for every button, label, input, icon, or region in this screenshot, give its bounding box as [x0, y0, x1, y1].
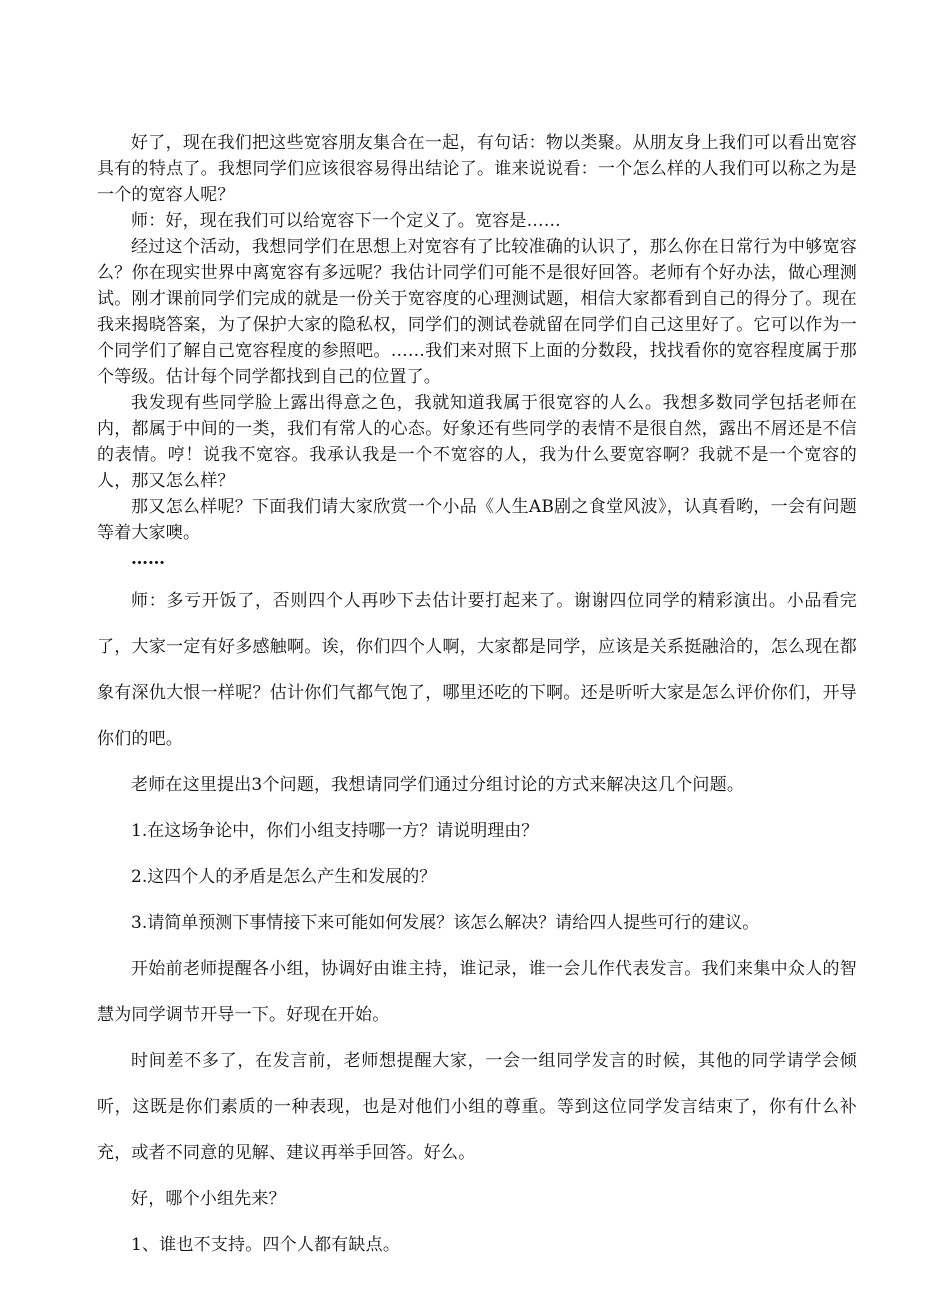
- paragraph-which-group: 好，哪个小组先来？: [131, 1189, 286, 1209]
- ellipsis-break: ……: [131, 549, 165, 569]
- paragraph-skit-intro: 那又怎么样呢？下面我们请大家欣赏一个小品《人生AB剧之食堂风波》，认真看哟，一会有问题等着大家噢。: [97, 497, 857, 543]
- paragraph-definition: 师：好，现在我们可以给宽容下一个定义了。宽容是……: [131, 211, 561, 231]
- document-body: [97, 130, 857, 1268]
- paragraph-three-questions-intro: 老师在这里提出3个问题，我想请同学们通过分组讨论的方式来解决这几个问题。: [131, 775, 745, 795]
- paragraph-psych-test: 经过这个活动，我想同学们在思想上对宽容有了比较准确的认识了，那么你在日常行为中够宽容么？你在现实世界中离宽容有多远呢？我估计同学们可能不是很好回答。老师有个好办法，做心理测试。刚才课前同学们完成的就是一份关于宽容度的心理测试题，相信大家都看到自己的得分了。现在我来揭晓答案，为了保护大家的隐私权，同学们的测试卷就留在同学们自己这里好了。它可以作为一个同学们了解自己宽容程度的参照吧。……我们来对照下上面的分数段，找找看你的宽容程度属于那个等级。估计每个同学都找到自己的位置了。: [97, 237, 857, 387]
- paragraph-listen-reminder: 时间差不多了，在发言前，老师想提醒大家，一会一组同学发言的时候，其他的同学请学会倾听，这既是你们素质的一种表现，也是对他们小组的尊重。等到这位同学发言结束了，你有什么补充，或者不同意的见解、建议再举手回答。好么。: [97, 1051, 857, 1163]
- question-item: 3.请简单预测下事情接下来可能如何发展？该怎么解决？请给四人提些可行的建议。: [131, 913, 760, 933]
- question-item: 2.这四个人的矛盾是怎么产生和发展的？: [131, 867, 437, 887]
- paragraph-answer-one: 1、谁也不支持。四个人都有缺点。: [131, 1235, 401, 1255]
- paragraph-reactions: 我发现有些同学脸上露出得意之色，我就知道我属于很宽容的人么。我想多数同学包括老师在内，都属于中间的一类，我们有常人的心态。好象还有些同学的表情不是很自然，露出不屑还是不信的表情。哼！说我不宽容。我承认我是一个不宽容的人，我为什么要宽容啊？我就不是一个宽容的人，那又怎么样？: [97, 393, 857, 491]
- paragraph-group-reminder: 开始前老师提醒各小组，协调好由谁主持，谁记录，谁一会儿作代表发言。我们来集中众人的智慧为同学调节开导一下。好现在开始。: [97, 959, 857, 1025]
- question-item: 1.在这场争论中，你们小组支持哪一方？请说明理由？: [131, 821, 539, 841]
- paragraph-teacher-after-skit: 师：多亏开饭了，否则四个人再吵下去估计要打起来了。谢谢四位同学的精彩演出。小品看完了，大家一定有好多感触啊。诶，你们四个人啊，大家都是同学，应该是关系挺融洽的，怎么现在都象有深仇大恨一样呢？估计你们气都气饱了，哪里还吃的下啊。还是听听大家是怎么评价你们，开导你们的吧。: [97, 591, 857, 749]
- paragraph-friends-gathered: 好了，现在我们把这些宽容朋友集合在一起，有句话：物以类聚。从朋友身上我们可以看出宽容具有的特点了。我想同学们应该很容易得出结论了。谁来说说看：一个怎么样的人我们可以称之为是一个的宽容人呢？: [97, 133, 857, 205]
